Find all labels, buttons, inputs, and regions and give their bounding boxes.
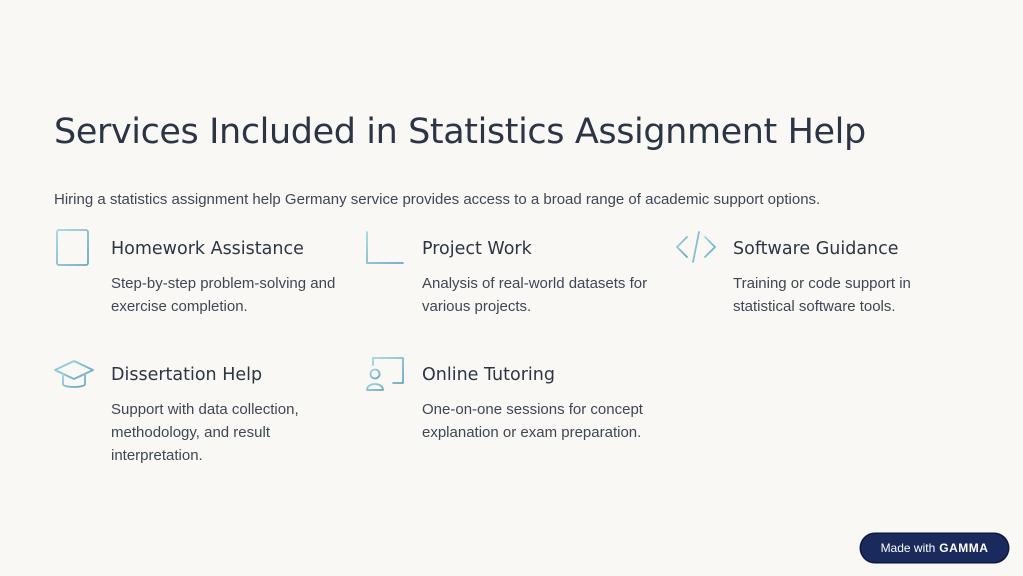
graduation-cap-icon (54, 355, 94, 395)
book-icon (54, 229, 94, 269)
text-lines-icon (365, 229, 405, 269)
service-description: Step-by-step problem-solving and exercise completion. (111, 275, 336, 315)
service-description: Training or code support in statistical software tools. (733, 275, 911, 315)
code-icon (676, 229, 716, 269)
service-title: Project Work (422, 239, 532, 259)
service-title: Software Guidance (733, 239, 899, 259)
badge-prefix: Made with (880, 541, 936, 555)
gamma-logo: GAMMA (939, 541, 989, 555)
slide-title: Services Included in Statistics Assignment Help (54, 112, 866, 152)
service-description: One-on-one sessions for concept explanation or exam preparation. (422, 401, 643, 441)
service-title: Dissertation Help (111, 365, 263, 385)
service-title: Online Tutoring (422, 365, 555, 385)
made-with-gamma-badge[interactable] (861, 534, 1008, 562)
tutor-screen-icon (365, 355, 405, 395)
service-description: Analysis of real-world datasets for various projects. (422, 275, 648, 315)
service-description: Support with data collection, methodology, and result interpretation. (111, 401, 299, 464)
service-title: Homework Assistance (111, 239, 304, 259)
intro-text: Hiring a statistics assignment help Germany service provides access to a broad range of academic support options. (54, 191, 821, 208)
